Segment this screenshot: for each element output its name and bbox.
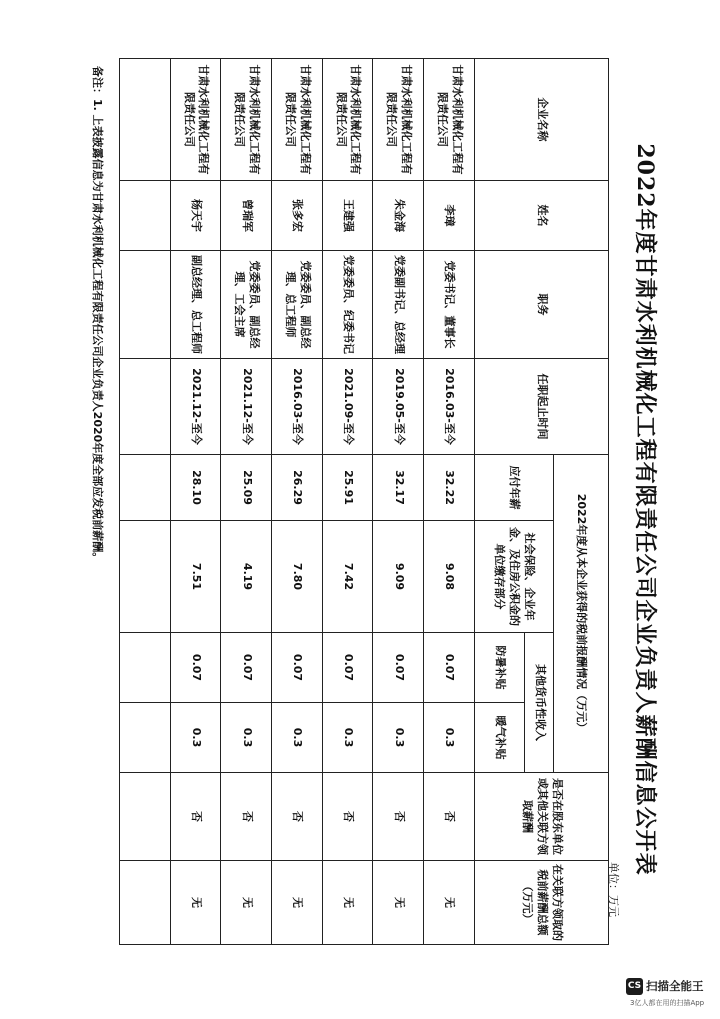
cell-heatstroke: 0.07 <box>322 633 373 703</box>
cell-heating: 0.3 <box>424 703 475 773</box>
salary-table <box>119 58 609 945</box>
cell-name: 王建强 <box>322 181 373 251</box>
cell-position: 党委委员、纪委书记 <box>322 251 373 359</box>
cell-related: 无 <box>424 861 475 945</box>
cell-company: 甘肃水利机械化工程有限责任公司 <box>272 59 323 181</box>
cell-name: 杨天宇 <box>170 181 221 251</box>
cell-heatstroke: 0.07 <box>170 633 221 703</box>
watermark-tagline: 3亿人都在用的扫描App <box>630 999 705 1007</box>
header-name: 姓名 <box>474 181 608 251</box>
table-row <box>373 59 424 945</box>
cell-heating: 0.3 <box>170 703 221 773</box>
cell-parttime: 否 <box>373 773 424 861</box>
header-salary: 应付年薪 <box>474 455 553 521</box>
cell-parttime: 否 <box>322 773 373 861</box>
header-heating: 暖气补贴 <box>474 703 525 773</box>
watermark-app-name: 扫描全能王 <box>646 979 704 993</box>
camscanner-logo-icon: CS <box>626 978 643 995</box>
cell-heatstroke: 0.07 <box>373 633 424 703</box>
cell-term: 2021.12-至今 <box>221 359 272 455</box>
cell-heatstroke: 0.07 <box>424 633 475 703</box>
scanner-watermark <box>626 977 710 1015</box>
cell-social: 7.51 <box>170 521 221 633</box>
cell-related: 无 <box>221 861 272 945</box>
cell-company: 甘肃水利机械化工程有限责任公司 <box>170 59 221 181</box>
header-parttime: 是否在股东单位或其他关联方领取薪酬 <box>474 773 608 861</box>
cell-term: 2019.05-至今 <box>373 359 424 455</box>
cell-salary: 25.91 <box>322 455 373 521</box>
header-social: 社会保险、企业年金、及住房公积金的单位缴存部分 <box>474 521 553 633</box>
header-term: 任职起止时间 <box>474 359 608 455</box>
cell-related: 无 <box>170 861 221 945</box>
cell-term: 2021.09-至今 <box>322 359 373 455</box>
cell-social: 9.09 <box>373 521 424 633</box>
cell-parttime: 否 <box>272 773 323 861</box>
cell-name: 李璋 <box>424 181 475 251</box>
cell-social: 4.19 <box>221 521 272 633</box>
cell-position: 党委委员、副总经理、总工程师 <box>272 251 323 359</box>
cell-name: 张多宏 <box>272 181 323 251</box>
cell-term: 2016.03-至今 <box>272 359 323 455</box>
cell-salary: 25.09 <box>221 455 272 521</box>
header-heatstroke: 防暑补贴 <box>474 633 525 703</box>
cell-heating: 0.3 <box>322 703 373 773</box>
cell-related: 无 <box>272 861 323 945</box>
cell-heatstroke: 0.07 <box>221 633 272 703</box>
cell-name: 曾瑞军 <box>221 181 272 251</box>
cell-name: 朱金海 <box>373 181 424 251</box>
cell-social: 9.08 <box>424 521 475 633</box>
cell-position: 副总经理、总工程师 <box>170 251 221 359</box>
footnote: 备注：1. 上表披露信息为甘肃水利机械化工程有限责任公司企业负责人2020年度全部应发税前薪酬。 <box>91 66 104 564</box>
cell-social: 7.42 <box>322 521 373 633</box>
unit-label: 单位：万元 <box>607 862 620 917</box>
cell-heatstroke: 0.07 <box>272 633 323 703</box>
document-title: 2022年度甘肃水利机械化工程有限责任公司企业负责人薪酬信息公开表 <box>632 143 658 876</box>
cell-heating: 0.3 <box>221 703 272 773</box>
cell-term: 2016.03-至今 <box>424 359 475 455</box>
cell-salary: 32.22 <box>424 455 475 521</box>
header-group: 2022年度从本企业获得的税前报酬情况（万元） <box>553 455 608 773</box>
cell-heating: 0.3 <box>272 703 323 773</box>
cell-salary: 28.10 <box>170 455 221 521</box>
cell-position: 党委委员、副总经理、工会主席 <box>221 251 272 359</box>
table-row <box>170 59 221 945</box>
cell-company: 甘肃水利机械化工程有限责任公司 <box>373 59 424 181</box>
table-row <box>221 59 272 945</box>
cell-parttime: 否 <box>221 773 272 861</box>
cell-company: 甘肃水利机械化工程有限责任公司 <box>221 59 272 181</box>
table-row <box>322 59 373 945</box>
header-other: 其他货币性收入 <box>525 633 554 773</box>
cell-term: 2021.12-至今 <box>170 359 221 455</box>
empty-row <box>120 59 171 945</box>
header-company: 企业名称 <box>474 59 608 181</box>
cell-company: 甘肃水利机械化工程有限责任公司 <box>424 59 475 181</box>
table-row <box>272 59 323 945</box>
cell-position: 党委书记、董事长 <box>424 251 475 359</box>
header-related: 在关联方领取的税前薪酬总额（万元） <box>474 861 608 945</box>
cell-parttime: 否 <box>424 773 475 861</box>
cell-company: 甘肃水利机械化工程有限责任公司 <box>322 59 373 181</box>
header-position: 职务 <box>474 251 608 359</box>
cell-related: 无 <box>322 861 373 945</box>
cell-social: 7.80 <box>272 521 323 633</box>
cell-heating: 0.3 <box>373 703 424 773</box>
cell-related: 无 <box>373 861 424 945</box>
cell-position: 党委副书记、总经理 <box>373 251 424 359</box>
cell-parttime: 否 <box>170 773 221 861</box>
cell-salary: 32.17 <box>373 455 424 521</box>
table-row <box>424 59 475 945</box>
cell-salary: 26.29 <box>272 455 323 521</box>
